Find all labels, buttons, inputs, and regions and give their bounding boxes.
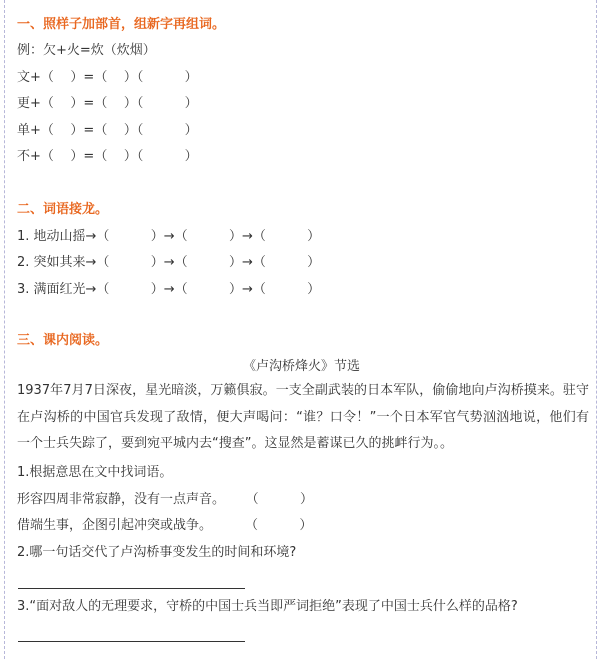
- answer-line-3[interactable]: [18, 641, 245, 642]
- question-1b: 借端生事，企图引起冲突或战争。 （ ）: [17, 518, 313, 533]
- section1-row-1: 文+（ ）=（ ）（ ）: [17, 70, 198, 85]
- question-3: 3.“面对敌人的无理要求，守桥的中国士兵当即严词拒绝”表现了中国士兵什么样的品格?: [17, 599, 518, 614]
- section2-heading: 二、词语接龙。: [17, 202, 109, 217]
- section3-heading: 三、课内阅读。: [17, 333, 109, 348]
- question-1: 1.根据意思在文中找词语。: [17, 465, 173, 480]
- section2-row-2: 2. 突如其来→（ ）→（ ）→（ ）: [17, 255, 321, 270]
- answer-line-2[interactable]: [18, 588, 245, 589]
- section1-row-3: 单+（ ）=（ ）（ ）: [17, 123, 198, 138]
- question-2: 2.哪一句话交代了卢沟桥事变发生的时间和环境?: [17, 545, 297, 560]
- question-1a: 形容四周非常寂静，没有一点声音。 （ ）: [17, 492, 313, 507]
- section1-row-2: 更+（ ）=（ ）（ ）: [17, 96, 198, 111]
- passage-text: 1937年7月7日深夜，星光暗淡，万籁俱寂。一支全副武装的日本军队，偷偷地向卢沟桥摸来。驻守在卢沟桥的中国官兵发现了敌情，便大声喝问：“谁？口令！”一个日本军官气势汹汹地说，他们有一个士兵失踪了，要到宛平城内去“搜查”。这显然是蓄谋已久的挑衅行为。。: [17, 383, 589, 451]
- section2-row-3: 3. 满面红光→（ ）→（ ）→（ ）: [17, 282, 321, 297]
- section1-row-4: 不+（ ）=（ ）（ ）: [17, 149, 198, 164]
- section2-row-1: 1. 地动山摇→（ ）→（ ）→（ ）: [17, 229, 321, 244]
- passage-title: 《卢沟桥烽火》节选: [242, 359, 360, 374]
- section1-example: 例：欠+火=炊（炊烟）: [17, 43, 156, 58]
- section1-heading: 一、照样子加部首，组新字再组词。: [17, 17, 226, 32]
